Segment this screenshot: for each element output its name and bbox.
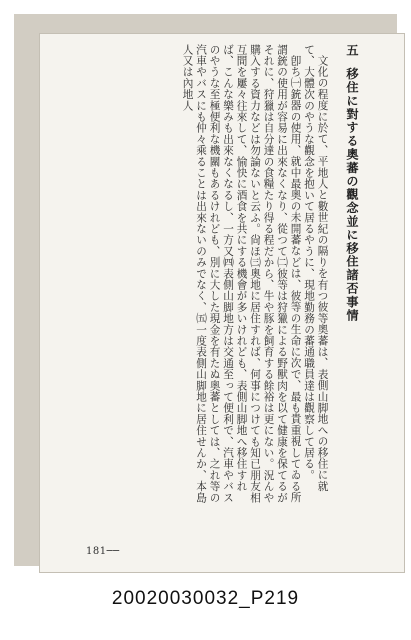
- page-number: 181──: [86, 546, 120, 557]
- section-title: 移住に對する奧蕃の觀念並に移住諸否事情: [345, 67, 359, 323]
- scanned-page-background: [14, 14, 397, 566]
- paragraph-1: 文化の程度に於て、平地人と數世紀の隔りを有つ彼等奧蕃は、表側山脚地への移住に就て、大體次のやうな觀念を抱いて居るやうに、現地勤務の蕃通職員達は觀察して居る。: [303, 44, 329, 492]
- section-number: 五: [345, 44, 359, 58]
- image-caption: 20020030032_P219: [111, 588, 300, 609]
- section-heading: [345, 44, 359, 506]
- book-page: [40, 34, 404, 572]
- paragraph-2: 卽ち㈠銃器の使用、就中最奧の未開蕃などは、彼等の生命に次で、最も貴重視してゐる所謂銃の使用が容易に出來なくなり、從つて㈡彼等は狩獵による野獸肉を以て健康を保てるがそれに、狩獵は自分達の食糧たり得る程だから、牛や豚を飼育する餘裕は更にない。況んや購入する資力などは勿論ないと云ふ。尙ほ㈢奧地に居住すれば、何事につけても知已朋友相互間を屢々往來して、愉快に酒食を共にする機會が多いけれども、表側山脚地へ移住すれば、こんな樂みも出來なくなるし、一方又㈣表側山脚地方は交通至って便利で、汽車やバスのやうな至極便利な機關もあるけれども、別に大した現金を有たぬ奧蕃としては、之れ等の汽車やバスにも仲々乘ることは出來ないのみでなく、㈤一度表側山脚地に居住せんか、本島人又は內地人: [181, 44, 302, 504]
- vertical-text-block: [88, 44, 358, 506]
